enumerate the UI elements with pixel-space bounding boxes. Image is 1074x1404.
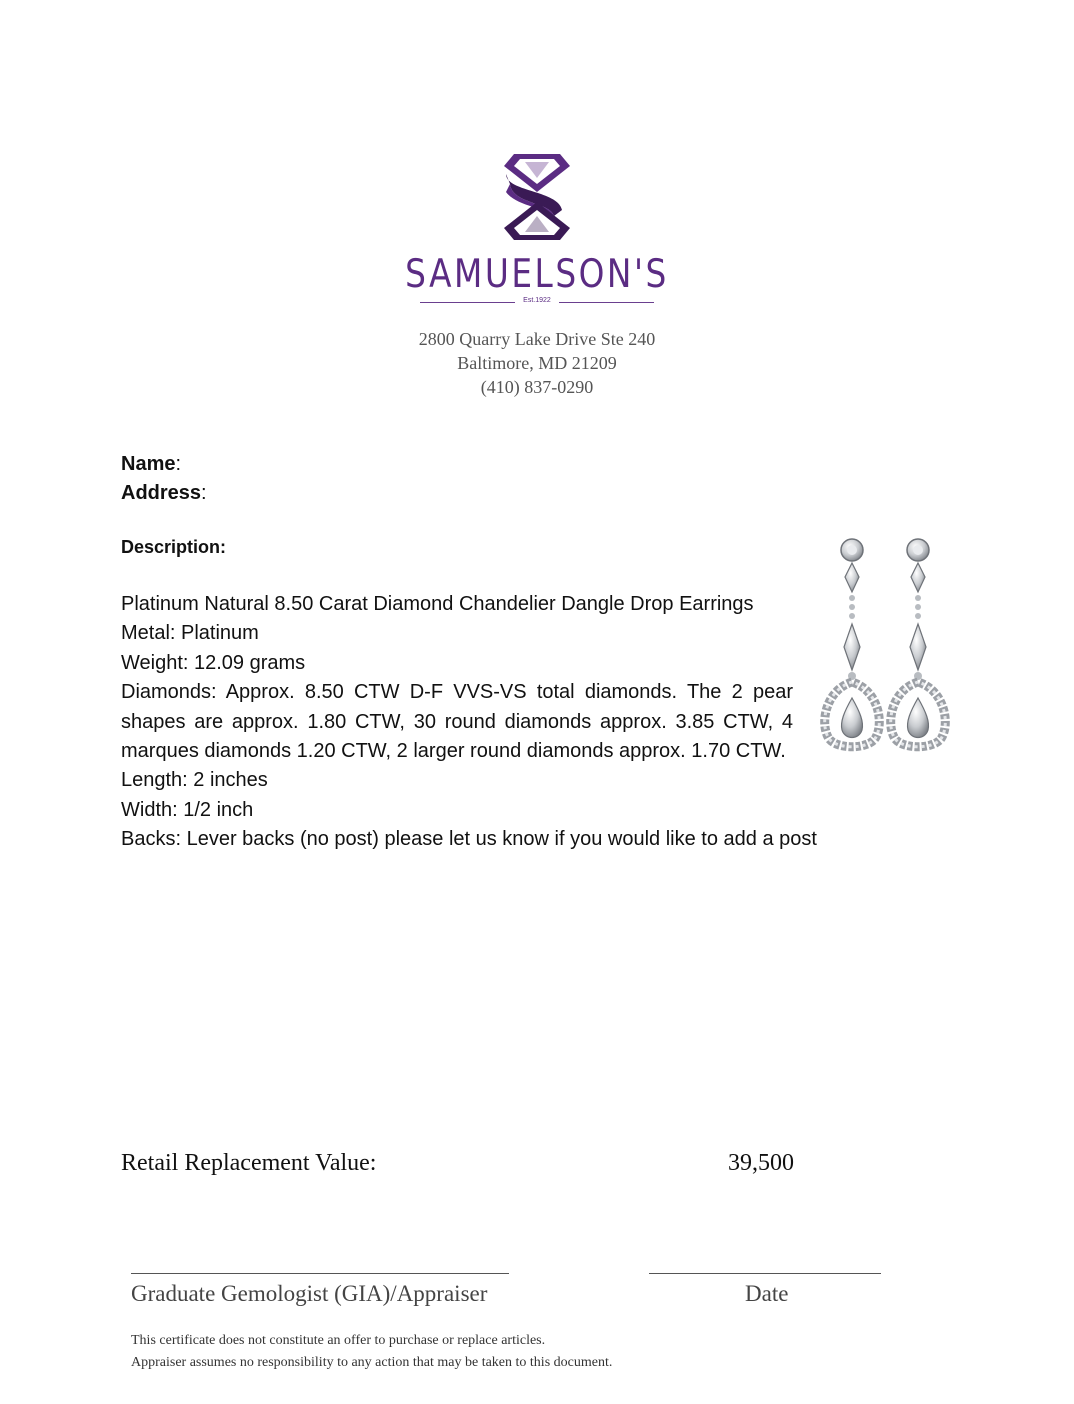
disclaimer-line2: Appraiser assumes no responsibility to any action that may be taken to this document. — [131, 1355, 613, 1370]
item-diamonds: Diamonds: Approx. 8.50 CTW D-F VVS-VS total diamonds. The 2 pear shapes are approx. 1.80 CTW, 30 round diamonds approx. 3.85 CTW, 4 marques diamonds 1.20 CTW, 2 larger round diamonds approx. 1.70 CTW. — [121, 681, 793, 763]
item-width: Width: 1/2 inch — [121, 798, 254, 821]
disclaimer-line1: This certificate does not constitute an offer to purchase or replace articles. — [131, 1333, 546, 1348]
appraiser-signature-label: Graduate Gemologist (GIA)/Appraiser — [131, 1281, 488, 1306]
item-weight: Weight: 12.09 grams — [121, 651, 306, 674]
item-title: Platinum Natural 8.50 Carat Diamond Chandelier Dangle Drop Earrings — [121, 593, 754, 615]
customer-address-row: Address: — [121, 482, 207, 504]
store-address-line2: Baltimore, MD 21209 — [457, 353, 617, 373]
date-label: Date — [745, 1281, 789, 1306]
item-metal: Metal: Platinum — [121, 622, 259, 645]
date-signature-line — [649, 1273, 881, 1274]
store-address-line1: 2800 Quarry Lake Drive Ste 240 — [418, 329, 656, 349]
customer-name-row: Name: — [121, 453, 182, 475]
samuelsons-diamond-logo-icon — [500, 152, 574, 242]
retail-replacement-value: 39,500 — [728, 1150, 794, 1176]
appraiser-signature-line — [131, 1273, 509, 1274]
item-length: Length: 2 inches — [121, 769, 268, 792]
established-year: Est.1922 — [523, 297, 551, 304]
brand-name: SAMUELSON'S — [405, 252, 669, 297]
item-backs: Backs: Lever backs (no post) please let us know if you would like to add a post — [121, 828, 817, 851]
retail-replacement-value-label: Retail Replacement Value: — [121, 1150, 377, 1176]
store-phone: (410) 837-0290 — [480, 377, 594, 397]
divider — [559, 302, 654, 303]
customer-name-label: Name — [121, 453, 176, 475]
established-row — [420, 297, 654, 309]
description-heading: Description: — [121, 537, 227, 557]
customer-address-label: Address — [121, 482, 202, 504]
description-body — [121, 590, 817, 855]
earrings-photo — [818, 532, 950, 754]
earring-left — [825, 539, 880, 747]
